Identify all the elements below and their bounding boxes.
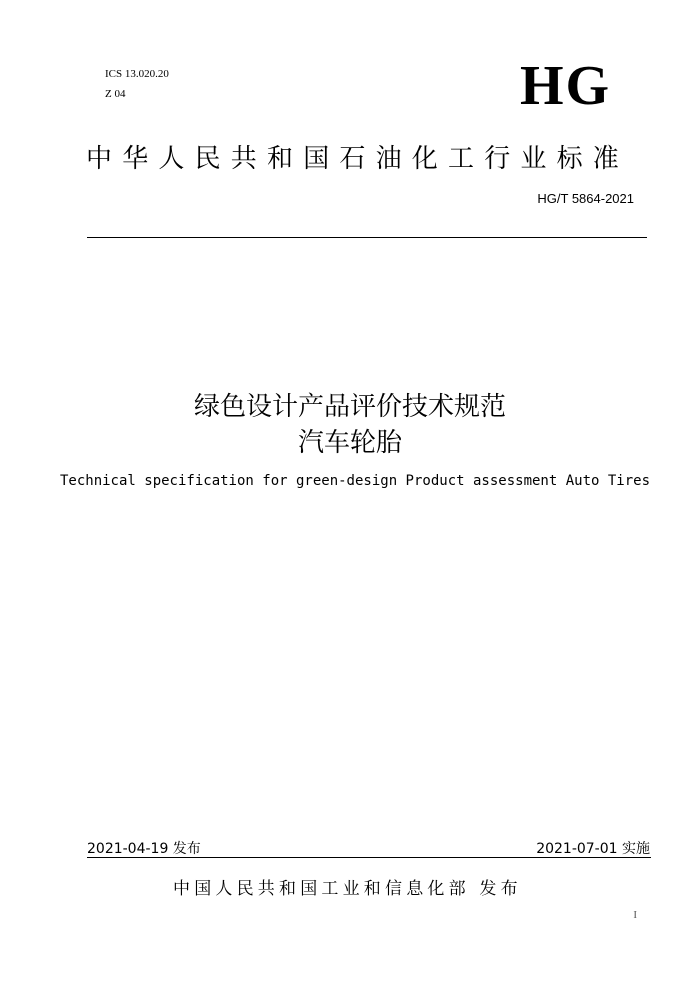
implementation-date: 2021-07-01 实施 (536, 841, 650, 857)
hg-logo: HG (520, 55, 612, 117)
classification-code: Z 04 (105, 88, 126, 100)
english-title: Technical specification for green-design Product assessment Auto Tires (59, 473, 650, 489)
page-number: I (633, 909, 637, 921)
issue-date: 2021-04-19 发布 (87, 841, 201, 857)
publisher: 中国人民共和国工业和信息化部 发布 (173, 879, 522, 899)
document-subtitle: 汽车轮胎 (297, 428, 402, 458)
standard-category-title: 中华人民共和国石油化工行业标准 (86, 144, 630, 174)
standard-number: HG/T 5864-2021 (537, 191, 634, 206)
header-divider (87, 237, 647, 238)
ics-code: ICS 13.020.20 (105, 68, 169, 80)
footer-divider (87, 857, 651, 858)
document-title: 绿色设计产品评价技术规范 (193, 392, 506, 422)
